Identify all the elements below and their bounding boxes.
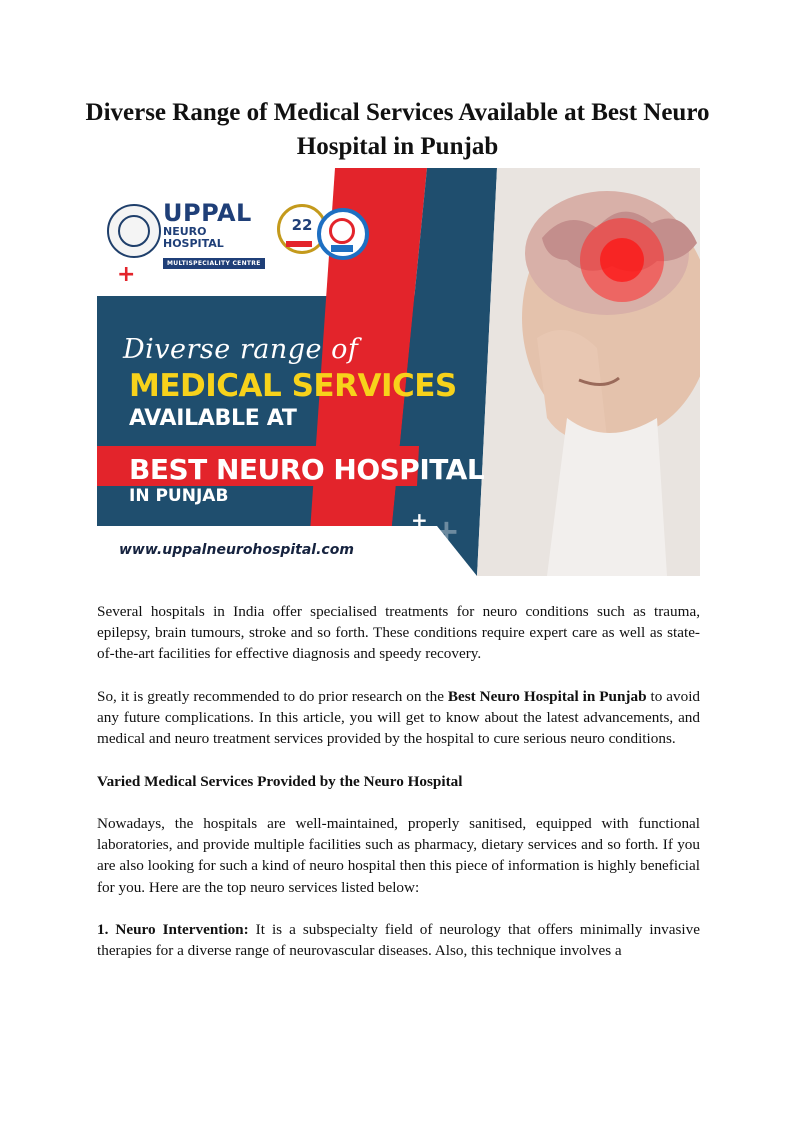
- list-item-text: It is a subspecialty field of neurology that offers minimally invasive therapies for a diverse range of neurovascular diseases. Also, this technique involves a: [97, 920, 700, 960]
- list-item-label: 1. Neuro Intervention:: [97, 920, 249, 938]
- text-span: So, it is greatly recommended to do prior research on the: [97, 687, 448, 705]
- paragraph-research: [97, 686, 700, 750]
- plus-icon: +: [411, 508, 428, 532]
- brand-tagline: MULTISPECIALITY CENTRE: [163, 258, 265, 269]
- brand-name: UPPAL: [163, 199, 252, 227]
- banner-line-4: BEST NEURO HOSPITAL: [129, 453, 485, 486]
- list-item: [97, 919, 700, 961]
- hospital-brand: [163, 200, 271, 269]
- text-span: to avoid any future complications. In this article, you will get to know about the latest advancements, and medical and neuro treatment services provided by the hospital to cure serious neuro conditions.: [97, 687, 701, 748]
- page-title: Diverse Range of Medical Services Available at Best Neuro Hospital in Punjab: [85, 99, 710, 160]
- article-body: [97, 601, 700, 983]
- accreditation-badge-icon: [317, 208, 369, 260]
- website-url[interactable]: www.uppalneurohospital.com: [119, 542, 354, 558]
- badge-number: 22: [291, 216, 313, 234]
- section-heading: [97, 771, 700, 792]
- paragraph-intro: Several hospitals in India offer specialised treatments for neuro conditions such as trauma, epilepsy, brain tumours, stroke and so forth. These conditions require expert care as well as state-of-the-art facilities for effective diagnosis and speedy recovery.: [97, 603, 700, 663]
- plus-icon: +: [433, 512, 460, 550]
- brand-subtitle: NEURO HOSPITAL: [163, 225, 224, 250]
- banner-line-2: MEDICAL SERVICES: [129, 368, 457, 404]
- hero-banner: [97, 168, 700, 576]
- bold-link-text: Best Neuro Hospital in Punjab: [447, 687, 647, 705]
- banner-line-3: AVAILABLE AT: [129, 406, 297, 431]
- paragraph-facilities: Nowadays, the hospitals are well-maintained, properly sanitised, equipped with functional laboratories, and provide multiple facilities such as pharmacy, dietary services and so forth. If you are also looking for such a kind of neuro hospital then this piece of information is highly beneficial for you. Here are the top neuro services listed below:: [97, 814, 700, 896]
- plus-icon: +: [117, 262, 136, 287]
- crest-logo-icon: [107, 204, 161, 258]
- section-heading-text: Varied Medical Services Provided by the Neuro Hospital: [97, 772, 463, 790]
- banner-line-1: Diverse range of: [123, 334, 359, 365]
- banner-line-5: IN PUNJAB: [129, 486, 229, 506]
